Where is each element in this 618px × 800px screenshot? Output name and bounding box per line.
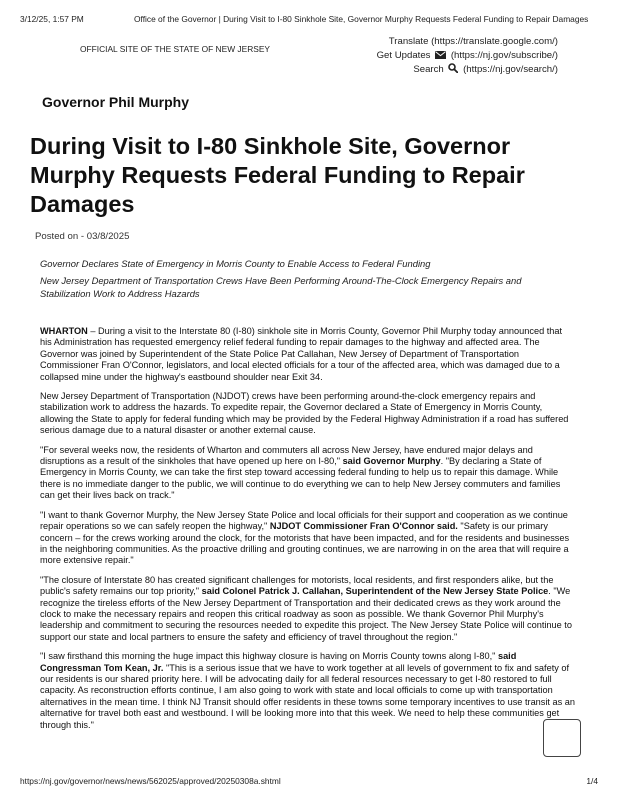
quote-attribution: NJDOT Commissioner Fran O'Connor said. [269,521,458,532]
quote-attribution: said Colonel Patrick J. Callahan, Superintendent of the New Jersey State Police [201,586,549,597]
paragraph-text: New Jersey Department of Transportation (NJDOT) crews have been performing around-the-clock emergency repairs and stabilization work to address the hazards. To expedite repair, the Governor declared a State of Emergency in Morris County, allowing the State to apply for federal funding which may be provided by the Federal Highway Administration if a road has suffered serious damage due to a natural disaster or another external cause. [40,391,569,436]
quote-text: "I saw firsthand this morning the huge impact this highway closure is having on Morris County towns along I-80," [40,651,498,662]
subheadline: New Jersey Department of Transportation Crews Have Been Performing Around-The-Clock Emergency Repairs and Stabilization Work to Address Hazards [40,275,522,299]
print-url: https://nj.gov/governor/news/news/562025/approved/20250308a.shtml [20,776,281,786]
dateline: WHARTON [40,326,88,336]
translate-link[interactable]: Translate (https://translate.google.com/) [388,36,558,47]
paragraph-text: – During a visit to the Interstate 80 (I-80) sinkhole site in Morris County, Governor Phil Murphy today announced that his Administration has requested emergency relief federal funding to repair damages to the highway and affected area. The Governor was joined by Superintendent of the State Police Pat Callahan, New Jersey of Department of Transportation Commissioner Fran O'Connor, legislators, and local elected officials for a tour of the affected area, which was damaged due to a collapsed mine under the highway's eastbound shoulder near Exit 34. [40,326,563,382]
search-label: Search [413,64,444,75]
envelope-icon [435,51,446,59]
page-number: 1/4 [586,776,598,786]
quote-text: . "By declaring a State of Emergency in Morris County, we can take the first step toward accessing federal funding to help us to repair this damage. While there is no immediate danger to the public, we will continue to do everything we can to help New Jersey commuters and families can get their lives back on track." [40,456,561,501]
body-paragraph [40,575,575,643]
body-paragraph [40,651,575,731]
body-paragraph [40,445,575,502]
search-icon [448,63,458,73]
quote-text: "For several weeks now, the residents of Wharton and commuters all across New Jersey, have endured major delays and disruptions as a result of the sinkholes that have opened up here on I-80," [40,444,533,467]
print-timestamp: 3/12/25, 1:57 PM [20,14,84,24]
quote-text: . "We recognize the tireless efforts of the New Jersey Department of Transportation and their dedicated crews as they work around the clock to make the necessary repairs and reopen this critical roadway as soon as possible. We thank Governor Phil Murphy's leadership and commitment to securing the resources needed to expedite this project. The New Jersey State Police will continue to support our state and local partners to ensure the safety and efficiency of travel throughout the region." [40,586,572,642]
back-to-top-button[interactable] [543,719,581,757]
print-document-title: Office of the Governor | During Visit to I-80 Sinkhole Site, Governor Murphy Requests Federal Funding to Repair Damages [134,14,589,24]
quote-attribution: said Congressman Tom Kean, Jr. [40,651,517,673]
official-site-label: OFFICIAL SITE OF THE STATE OF NEW JERSEY [80,44,271,54]
print-header [20,14,598,26]
quote-text: "Safety is our primary concern – for the crews working around the clock, for the motorists that have been impacted, and for the residents and businesses in the neighboring communities. As the proactive drilling and grouting continues, we are narrowing in on the area that will require a more extensive repair." [40,521,570,566]
subheadline: Governor Declares State of Emergency in Morris County to Enable Access to Federal Funding [40,258,431,269]
quote-text: "I want to thank Governor Murphy, the New Jersey State Police and local officials for their support and cooperation as we continue repair operations so we can safely reopen the highway," [40,509,568,532]
quote-text: "This is a serious issue that we have to work together at all levels of government to fix and safety of our residents is our shared priority here. I will be advocating daily for all federal resources necessary to get I-80 restored to full capacity. As reconstruction efforts continue, I am also going to work with state and local officials to come up with transportation alternatives in the mean time. I think NJ Transit should offer residents in these towns some temporary incentives to use transit as an alternative for travel both east and westbound. I will be looking more into that this week. We need to help these communities get through this." [40,662,576,730]
governor-name-link[interactable]: Governor Phil Murphy [42,94,190,110]
article-title: During Visit to I-80 Sinkhole Site, Governor Murphy Requests Federal Funding to Repair Damages [30,133,525,217]
body-paragraph [40,326,575,383]
quote-text: "The closure of Interstate 80 has created significant challenges for motorists, local residents, and first responders alike, but the public's safety remains our top priority," [40,574,554,597]
search-url: (https://nj.gov/search/) [463,64,558,75]
search-link[interactable] [377,63,558,77]
quote-attribution: said Governor Murphy [342,456,441,467]
utility-links [377,35,558,77]
get-updates-link[interactable] [377,49,558,63]
body-paragraph [40,391,575,437]
get-updates-label: Get Updates [376,50,431,61]
get-updates-url: (https://nj.gov/subscribe/) [450,50,558,61]
body-paragraph [40,510,575,567]
article-subheadlines [40,258,560,305]
posted-date: Posted on - 03/8/2025 [35,231,130,242]
article-body [40,326,575,739]
